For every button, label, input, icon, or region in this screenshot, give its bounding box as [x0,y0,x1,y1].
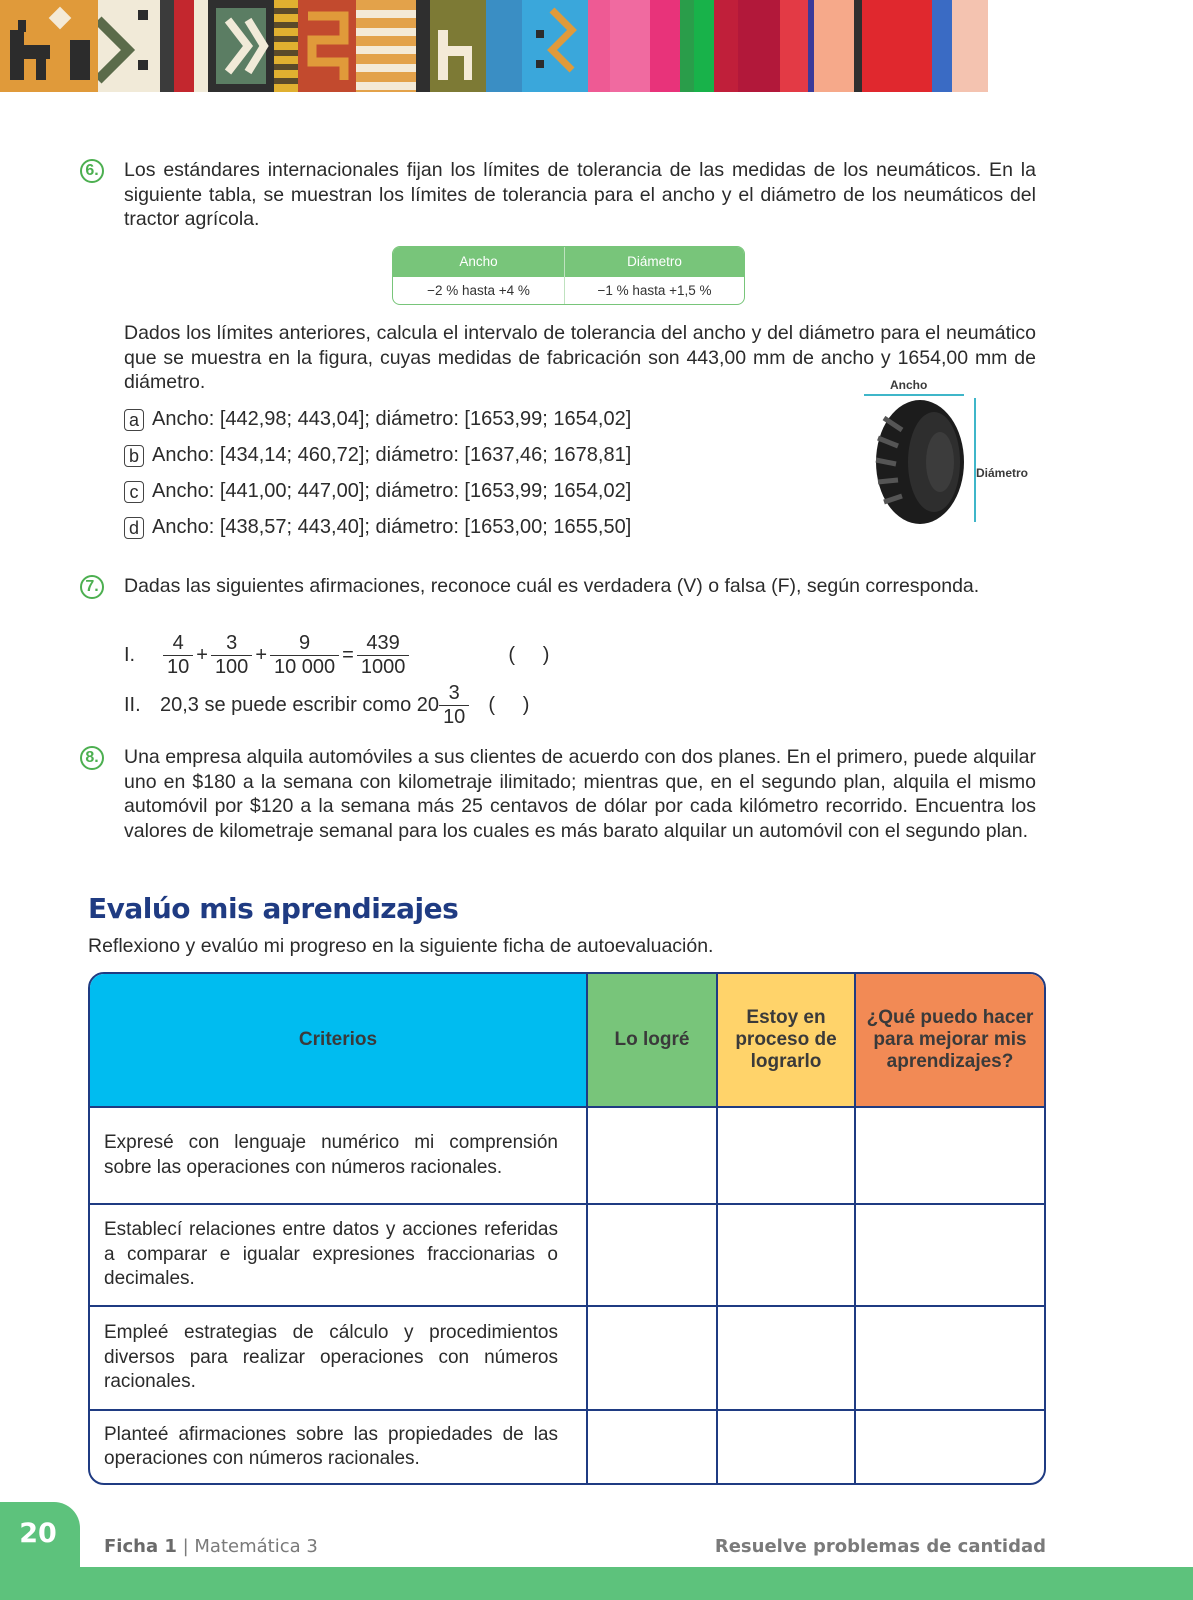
banner-stripe-olive [430,0,486,92]
option-letter: b [124,445,144,467]
question-8-number: 8. [80,746,104,770]
option-a[interactable] [124,406,631,432]
tire-icon [870,398,970,526]
banner-stripe-dark [208,0,274,92]
option-text: Ancho: [434,14; 460,72]; diámetro: [1637,46; 1678,81] [152,444,632,466]
footer-bar [0,1567,1193,1600]
width-label: Ancho [890,378,928,392]
option-d[interactable] [124,514,631,540]
tolerance-value-width: −2 % hasta +4 % [393,277,565,304]
self-evaluation-table [88,972,1046,1485]
option-text: Ancho: [442,98; 443,04]; diámetro: [1653,99; 1654,02] [152,408,632,430]
fraction: $\frac{439}{1000}$ [357,632,410,679]
in-progress-cell[interactable] [718,1205,856,1307]
page-number: 20 [19,1518,57,1549]
question-6-instructions: Dados los límites anteriores, calcula el intervalo de tolerancia del ancho y del diámetro para el neumático que se muestra en la figura, cuyas medidas de fabricación son 443,00 mm de ancho y 1654,00 mm de diámetro. [124,322,1036,393]
subject-label: Matemática 3 [194,1536,318,1557]
option-c[interactable] [124,478,631,504]
achieved-cell[interactable] [588,1411,718,1483]
table-row [90,1411,1044,1483]
header-in-progress: Estoy en proceso de lograrlo [718,974,856,1108]
improve-cell[interactable] [856,1307,1044,1411]
achieved-cell[interactable] [588,1205,718,1307]
section-title: Evalúo mis aprendizajes [88,892,459,925]
plus-sign: + [196,643,208,666]
equals-sign: = [342,643,354,666]
statement-1 [124,630,549,680]
table-row [90,1307,1044,1411]
diameter-label: Diámetro [976,466,1029,480]
ficha-label: Ficha 1 [104,1536,177,1557]
improve-cell[interactable] [856,1108,1044,1205]
banner-stripe-llama [0,0,98,92]
improve-cell[interactable] [856,1205,1044,1307]
table-row [90,1205,1044,1307]
header-achieved: Lo logré [588,974,718,1108]
option-text: Ancho: [441,00; 447,00]; diámetro: [1653,99; 1654,02] [152,480,632,502]
section-intro: Reflexiono y evalúo mi progreso en la siguiente ficha de autoevaluación. [88,935,714,957]
question-7-text: Dadas las siguientes afirmaciones, reconoce cuál es verdadera (V) o falsa (F), según corresponda. [124,575,980,597]
answer-blank-1[interactable]: ( ) [508,643,550,666]
option-letter: a [124,409,144,431]
option-letter: d [124,517,144,539]
header-criteria: Criterios [90,974,588,1108]
option-b[interactable] [124,442,631,468]
improve-cell[interactable] [856,1411,1044,1483]
footer-left [104,1536,318,1557]
question-6-text: Los estándares internacionales fijan los límites de tolerancia de las medidas de los neumáticos. En la siguiente tabla, se muestran los límites de tolerancia para el ancho y el diámetro de los neumáticos del tractor agrícola. [124,159,1036,230]
banner-stripe-cream [98,0,160,92]
plus-sign: + [255,643,267,666]
question-8-text: Una empresa alquila automóviles a sus clientes de acuerdo con dos planes. En el primero, puede alquilar uno en $180 a la semana con kilometraje ilimitado; mientras que, en el segundo plan, alquila el mismo automóvil por $120 a la semana más 25 centavos de dólar por cada kilómetro recorrido. Encuentra los valores de kilometraje semanal para los cuales es más barato alquilar un automóvil con el segundo plan. [124,746,1036,842]
in-progress-cell[interactable] [718,1108,856,1205]
tire-figure [860,378,1040,548]
fraction: $\frac{3}{100}$ [211,632,252,679]
decorative-banner [0,0,1193,92]
page-number-tab [0,1502,80,1600]
statement-text: 20,3 se puede escribir como 20 [160,693,440,716]
tolerance-header-width: Ancho [393,247,565,277]
table-row [90,1108,1044,1205]
tolerance-table [392,246,745,305]
achieved-cell[interactable] [588,1307,718,1411]
footer-right: Resuelve problemas de cantidad [714,1536,1046,1557]
tolerance-value-diameter: −1 % hasta +1,5 % [597,283,712,298]
answer-blank-2[interactable]: ( ) [488,693,530,716]
roman-numeral: II. [124,693,141,716]
criterion-cell: Establecí relaciones entre datos y acciones referidas a comparar e igualar expresiones fraccionarias o decimales. [90,1205,588,1307]
header-improve: ¿Qué puedo hacer para mejorar mis aprendizajes? [856,974,1044,1108]
option-letter: c [124,481,144,503]
separator: | [176,1536,195,1557]
criterion-cell: Planteé afirmaciones sobre las propiedades de las operaciones con números racionales. [90,1411,588,1483]
achieved-cell[interactable] [588,1108,718,1205]
statement-2 [124,680,529,730]
option-text: Ancho: [438,57; 443,40]; diámetro: [1653,00; 1655,50] [152,516,632,538]
fraction: $\frac{9}{10 000}$ [270,632,339,679]
llama-pattern-icon [0,0,98,92]
in-progress-cell[interactable] [718,1411,856,1483]
roman-numeral: I. [124,643,136,666]
fraction: $\frac{4}{10}$ [163,632,193,679]
tolerance-header-diameter: Diámetro [627,254,682,269]
criterion-cell: Empleé estrategias de cálculo y procedimientos diversos para realizar operaciones con números racionales. [90,1307,588,1411]
question-7-number: 7. [80,575,104,599]
criterion-cell: Expresé con lenguaje numérico mi comprensión sobre las operaciones con números racionales. [90,1108,588,1205]
fraction: $\frac{3}{10}$ [439,682,469,729]
in-progress-cell[interactable] [718,1307,856,1411]
question-6-number: 6. [80,159,104,183]
